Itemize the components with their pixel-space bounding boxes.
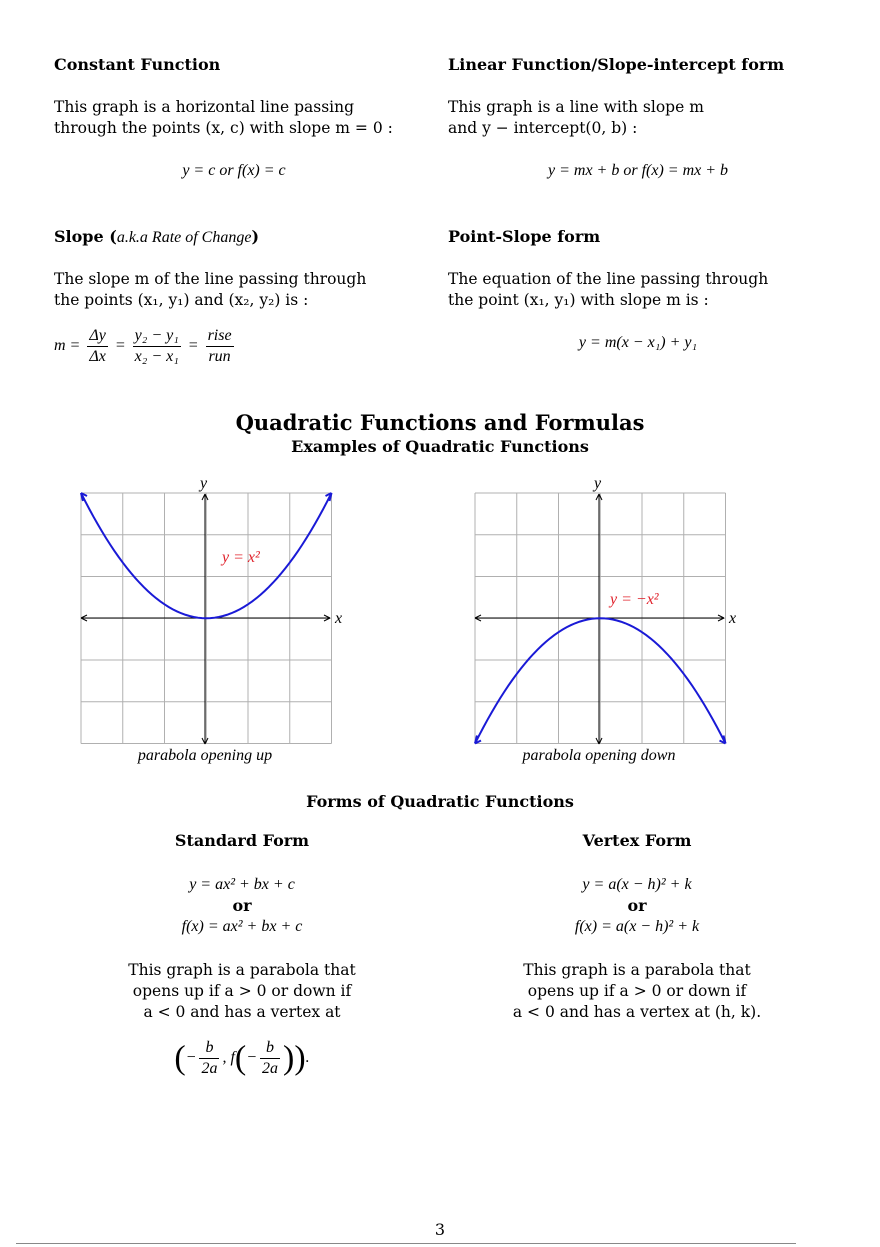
parabola-down-y-label: y [594,475,602,492]
parabola-up-caption: parabola opening up [137,747,273,764]
slope-fraction-delta [87,326,108,367]
point-slope-desc-line2: the point (x₁, y₁) with slope m is : [448,291,709,309]
parabola-up-equation-label: y = x² [222,549,260,566]
parabola-down-graph [454,470,764,770]
vertex-fraction-1-denominator: 2a [201,1060,218,1077]
parabola-up-y-label: y [200,475,208,492]
vertex-form-heading: Vertex Form [582,831,692,850]
vertex-paren-close: )) [283,1039,306,1077]
linear-function-formula: y = mx + b or f(x) = mx + b [547,162,729,179]
quadratic-title: Quadratic Functions and Formulas [235,410,645,435]
vertex-fraction-1 [199,1038,219,1079]
linear-desc-line1: This graph is a line with slope m [448,98,704,116]
footer-rule [16,1243,796,1244]
vertex-desc-line2: opens up if a > 0 or down if [527,982,747,1000]
constant-function-formula: y = c or f(x) = c [182,162,286,179]
standard-form-equations [92,874,392,937]
page-number: 3 [434,1220,446,1239]
slope-fraction-points-denominator: x₂ − x₁ [134,348,179,365]
quadratic-subtitle: Examples of Quadratic Functions [291,437,589,456]
parabola-down-equation-label: y = −x² [610,591,659,608]
constant-function-heading: Constant Function [54,55,221,74]
standard-form-or: or [232,896,252,915]
forms-heading: Forms of Quadratic Functions [306,792,574,811]
point-slope-heading: Point-Slope form [448,227,601,246]
point-slope-description [448,269,828,311]
constant-desc-line1: This graph is a horizontal line passing [54,98,355,116]
vertex-fraction-2-numerator: b [260,1038,280,1059]
standard-desc-line3: a < 0 and has a vertex at [143,1003,341,1021]
standard-form-equation-y: y = ax² + bx + c [189,876,295,893]
parabola-up-x-label: x [335,610,343,627]
slope-heading-end: ) [251,227,260,246]
slope-fraction-rise: rise [206,326,234,347]
slope-formula [54,326,237,367]
linear-desc-line2: and y − intercept(0, b) : [448,119,638,137]
vertex-fraction-2 [260,1038,280,1079]
slope-heading [54,227,259,247]
standard-desc-line1: This graph is a parabola that [128,961,356,979]
slope-heading-bold: Slope ( [54,227,117,246]
point-slope-formula: y = m(x − x₁) + y₁ [578,334,698,351]
slope-equals-2: = [187,337,199,355]
standard-form-vertex-formula [92,1038,392,1079]
slope-fraction-points-numerator: y₂ − y₁ [133,326,181,347]
parabola-up-graph [60,470,370,770]
vertex-form-or: or [627,896,647,915]
vertex-form-equation-y: y = a(x − h)² + k [582,876,692,893]
standard-form-equation-f: f(x) = ax² + bx + c [181,918,303,935]
vertex-minus-2: − [246,1049,258,1067]
vertex-period: . [305,1049,310,1067]
vertex-fraction-2-denominator: 2a [262,1060,279,1077]
slope-desc-line1: The slope m of the line passing through [54,270,367,288]
vertex-desc-line3: a < 0 and has a vertex at (h, k). [512,1003,762,1021]
slope-fraction-run: run [208,348,231,365]
slope-equals-1: = [114,337,126,355]
slope-heading-italic: a.k.a Rate of Change [116,229,252,246]
point-slope-desc-line1: The equation of the line passing through [448,270,769,288]
vertex-comma-f: , f [222,1049,235,1067]
vertex-form-equation-f: f(x) = a(x − h)² + k [574,918,700,935]
vertex-form-description [487,960,787,1023]
standard-form-description [92,960,392,1023]
parabola-down-x-label: x [729,610,737,627]
standard-desc-line2: opens up if a > 0 or down if [132,982,352,1000]
constant-desc-line2: through the points (x, c) with slope m = 0 : [54,119,393,137]
vertex-form-equations [487,874,787,937]
standard-form-heading: Standard Form [174,831,310,850]
vertex-paren-open-2: ( [234,1039,247,1077]
constant-function-description [54,97,414,139]
slope-fraction-rise-run [206,326,234,367]
vertex-paren-open: ( [174,1039,186,1077]
vertex-desc-line1: This graph is a parabola that [523,961,751,979]
linear-function-heading: Linear Function/Slope-intercept form [448,55,785,74]
vertex-fraction-1-numerator: b [199,1038,219,1059]
parabola-down-caption: parabola opening down [522,747,676,764]
slope-fraction-points [133,326,181,367]
slope-description [54,269,424,311]
slope-fraction-delta-numerator: Δy [87,326,108,347]
vertex-minus-1: − [185,1049,197,1067]
slope-m-equals: m = [54,337,81,355]
slope-desc-line2: the points (x₁, y₁) and (x₂, y₂) is : [54,291,309,309]
slope-fraction-delta-denominator: Δx [89,348,106,365]
linear-function-description [448,97,828,139]
